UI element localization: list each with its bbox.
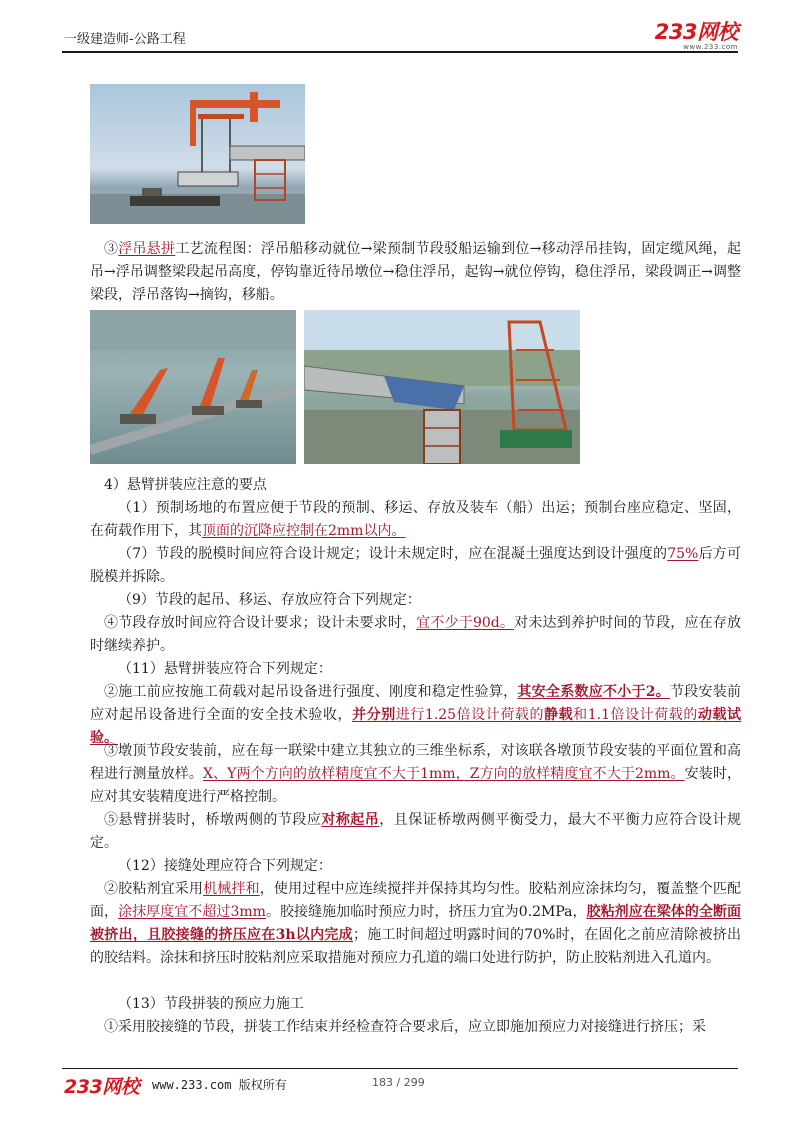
highlight-term: 浮吊悬拼: [118, 241, 176, 257]
logo-text: 233网校: [654, 20, 738, 44]
footer-copyright: www.233.com 版权所有: [152, 1078, 287, 1092]
item-11-3-survey: ③墩顶节段安装前，应在每一联梁中建立其独立的三维坐标系，对该联各墩顶节段安装的平面位置和高程进行测量放样。X、Y两个方向的放样精度宜不大于1mm，Z方向的放样精度宜不大于2mm。安装时，应对其安装精度进行严格控制。: [90, 743, 742, 805]
brand-logo[interactable]: [655, 22, 738, 51]
process-text: 工艺流程图：浮吊船移动就位→梁预制节段驳船运输到位→移动浮吊挂钩，固定缆风绳，起吊→浮吊调整梁段起吊高度，停钩靠近待吊墩位→稳住浮吊，起钩→就位停钩，稳住浮吊，梁段调正→调整梁段，浮吊落钩→摘钩，移船。: [90, 241, 742, 303]
paragraph-float-crane-process: [90, 238, 741, 307]
item-1-prefab-site: （1）预制场地的布置应便于节段的预制、移运、存放及装车（船）出运；预制台座应稳定、坚固，在荷载作用下，其顶面的沉降应控制在2mm以内。: [90, 500, 741, 539]
photo-aerial-floating-cranes: [90, 310, 296, 464]
header-rule: [62, 51, 738, 53]
photo-bridge-segment-crane: [304, 310, 580, 464]
item-9-title: （9）节段的起吊、移运、存放应符合下列规定：: [118, 592, 421, 608]
page-number: 183 / 299: [372, 1076, 425, 1089]
photo-floating-crane-lift: [90, 84, 305, 224]
item-12-title: （12）接缝处理应符合下列规定：: [118, 858, 332, 874]
footer-rule: [62, 1068, 738, 1069]
item-9-4-storage: ④节段存放时间应符合设计要求；设计未要求时，宜不少于90d。对未达到养护时间的节段，应在存放时继续养护。: [90, 615, 742, 654]
item-12-2-adhesive: ②胶粘剂宜采用机械拌和，使用过程中应连续搅拌并保持其均匀性。胶粘剂应涂抹均匀，覆盖整个匹配面，涂抹厚度宜不超过3mm。胶接缝施加临时预应力时，挤压力宜为0.2MPa，胶粘剂应在梁体的全断面被挤出，且胶接缝的挤压应在3h以内完成；施工时间超过明露时间的70%时，在固化之前应清除被挤出的胶结料。涂抹和挤压时胶粘剂应采取措施对预应力孔道的端口处进行防护，防止胶粘剂进入孔道内。: [90, 881, 742, 966]
item-13-1-prestress: ①采用胶接缝的节段，拼装工作结束并经检查符合要求后，应立即施加预应力对接缝进行挤压；采: [104, 1019, 706, 1035]
item-11-5-symmetric-lift: ⑤悬臂拼装时，桥墩两侧的节段应对称起吊，且保证桥墩两侧平衡受力，最大不平衡力应符合设计规定。: [90, 812, 742, 851]
logo-url: www.233.com: [683, 43, 738, 51]
document-header-title: 一级建造师-公路工程: [64, 32, 186, 47]
item-11-title: （11）悬臂拼装应符合下列规定：: [118, 661, 332, 677]
item-7-demolding: （7）节段的脱模时间应符合设计规定；设计未规定时，应在混凝土强度达到设计强度的75%后方可脱模并拆除。: [90, 546, 742, 585]
item-11-2-lifting-equipment: ②施工前应按施工荷载对起吊设备进行强度、刚度和稳定性验算，其安全系数应不小于2。节段安装前应对起吊设备进行全面的安全技术验收，并分别进行1.25倍设计荷载的静载和1.1倍设计荷载的动载试验。: [90, 684, 742, 746]
section-title-cantilever-assembly: 4）悬臂拼装应注意的要点: [104, 477, 267, 493]
list-marker: ③: [104, 241, 119, 257]
item-13-title: （13）节段拼装的预应力施工: [118, 996, 304, 1012]
footer-logo[interactable]: 233网校: [64, 1076, 140, 1098]
